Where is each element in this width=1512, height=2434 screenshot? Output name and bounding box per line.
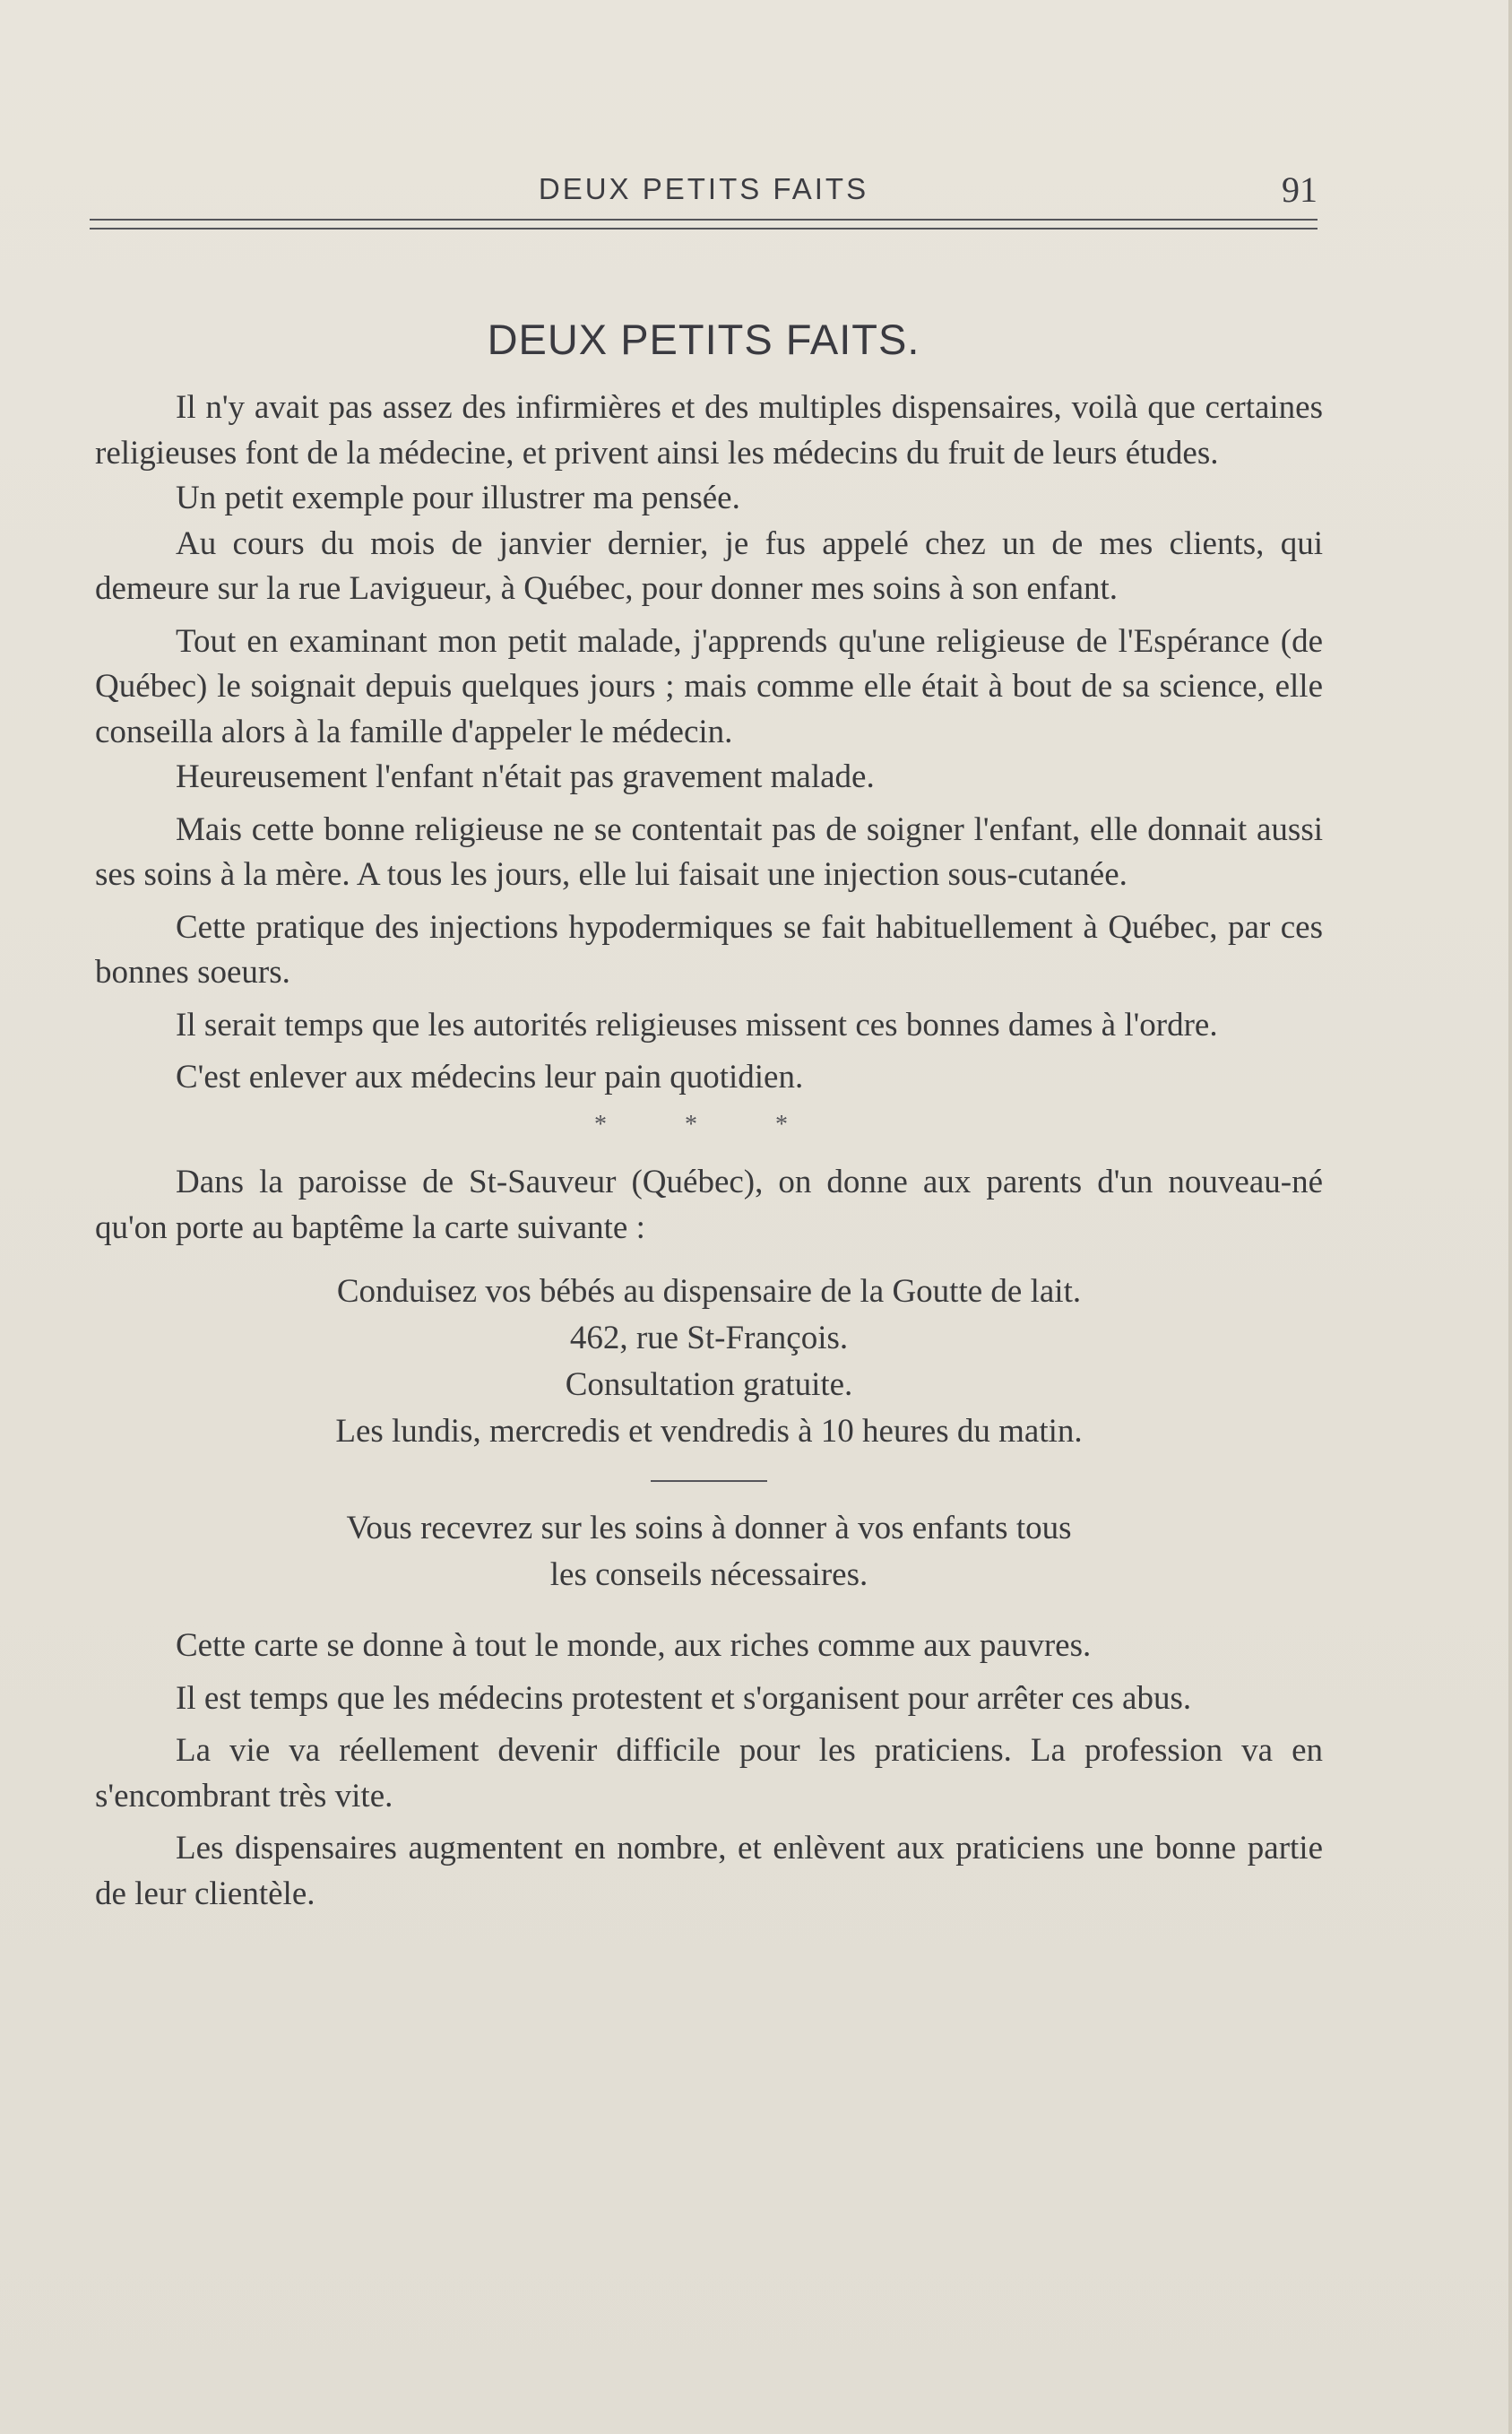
paragraph: Il serait temps que les autorités religieuses missent ces bonnes dames à l'ordre. xyxy=(176,1006,1218,1044)
paragraph: Au cours du mois de janvier dernier, je fus appelé chez un de mes clients, qui demeure sur la rue Lavigueur, à Québec, pour donner mes soins à son enfant. xyxy=(95,524,1323,607)
page-number: 91 xyxy=(1282,169,1318,210)
paragraph: Mais cette bonne religieuse ne se contentait pas de soigner l'enfant, elle donnait aussi ses soins à la mère. A tous les jours, elle lui faisait une injection sous-cutanée. xyxy=(95,810,1323,893)
card-line: Les lundis, mercredis et vendredis à 10 heures du matin. xyxy=(335,1413,1083,1450)
paragraph: Il n'y avait pas assez des infirmières et des multiples dispensaires, voilà que certaines religieuses font de la médecine, et privent ainsi les médecins du fruit de leurs études. xyxy=(95,389,1323,472)
paragraph: Les dispensaires augmentent en nombre, et enlèvent aux praticiens une bonne partie de leur clientèle. xyxy=(95,1830,1323,1912)
paragraph: Dans la paroisse de St-Sauveur (Québec), on donne aux parents d'un nouveau-né qu'on porte au baptême la carte suivante : xyxy=(95,1164,1323,1246)
article-body xyxy=(95,385,1323,1917)
card-note-line: Vous recevrez sur les soins à donner à vos enfants tous xyxy=(346,1510,1072,1546)
card-divider xyxy=(651,1480,767,1482)
paragraph: Heureusement l'enfant n'était pas gravement malade. xyxy=(176,758,875,795)
header-rule xyxy=(90,219,1318,230)
chapter-title: DEUX PETITS FAITS. xyxy=(487,316,920,364)
card-note-line: les conseils nécessaires. xyxy=(549,1556,868,1593)
paragraph: La vie va réellement devenir difficile pour les praticiens. La profession va en s'encombrant très vite. xyxy=(95,1732,1323,1815)
paragraph: C'est enlever aux médecins leur pain quotidien. xyxy=(176,1059,804,1096)
card-line: Consultation gratuite. xyxy=(565,1366,853,1403)
card-line: 462, rue St-François. xyxy=(569,1320,849,1356)
running-title: DEUX PETITS FAITS xyxy=(538,172,869,205)
paragraph: Il est temps que les médecins protestent et s'organisent pour arrêter ces abus. xyxy=(176,1679,1192,1717)
card-note xyxy=(95,1505,1323,1598)
closing-paragraphs xyxy=(95,1624,1323,1917)
section-separator: * * * xyxy=(594,1110,824,1139)
page-edge xyxy=(1508,0,1512,2434)
paragraph: Un petit exemple pour illustrer ma pensée. xyxy=(176,480,740,516)
running-head xyxy=(90,169,1318,212)
paragraph: Cette carte se donne à tout le monde, aux riches comme aux pauvres. xyxy=(176,1627,1092,1664)
paragraph: Tout en examinant mon petit malade, j'apprends qu'une religieuse de l'Espérance (de Québec) le soignait depuis quelques jours ; mais comme elle était à bout de sa science, elle conseilla alors à la famille d'appeler le médecin. xyxy=(95,622,1323,750)
paragraph: Cette pratique des injections hypodermiques se fait habituellement à Québec, par ces bonnes soeurs. xyxy=(95,908,1323,991)
dispensary-card xyxy=(95,1269,1323,1455)
card-line: Conduisez vos bébés au dispensaire de la Goutte de lait. xyxy=(336,1273,1082,1310)
